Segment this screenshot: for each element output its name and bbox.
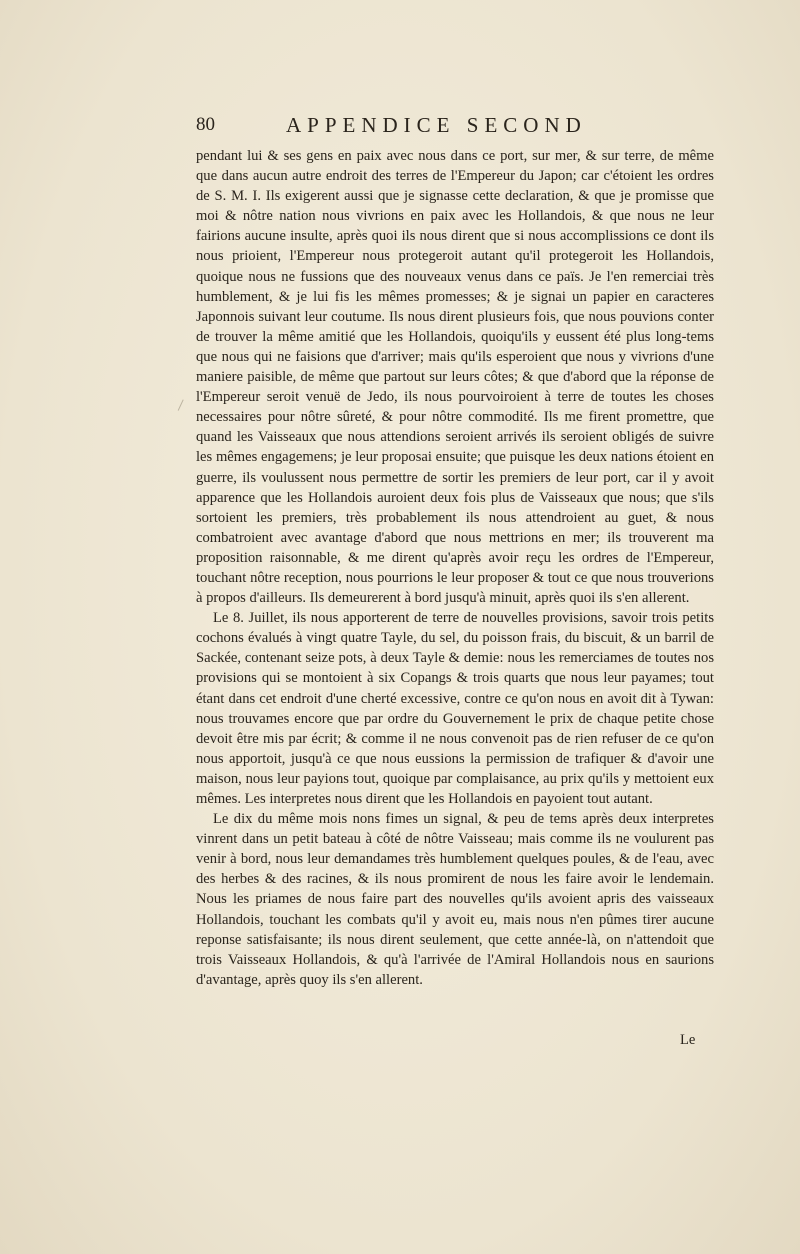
- catchword: Le: [680, 1032, 696, 1048]
- paragraph-1: pendant lui & ses gens en paix avec nous dans ce port, sur mer, & sur terre, de même que dans aucun autre endroit des terres de l'Empereur du Japon; car c'étoient les ordres de S. M. I. Ils exigerent aussi que je signasse cette declaration, & que je promisse que moi & nôtre nation nous vivrions en paix avec les Hollandois, & que nous ne leur fairions aucune insulte, après quoi ils nous dirent que si nous accomplissions ce dont ils nous prioient, l'Empereur nous protegeroit autant qu'il protegeroit les Hollandois, quoique nous ne fussions que des nouveaux venus dans ce païs. Je l'en remerciai très humblement, & je lui fis les mêmes promesses; & je signai un papier en caracteres Japonnois suivant leur coutume. Ils nous dirent plusieurs fois, que nous pouvions conter de trouver la même amitié que les Hollandois, quoiqu'ils y eussent été plus long-tems que nous qui ne faisions que d'arriver; mais qu'ils esperoient que nous y vivrions d'une maniere paisible, de même que partout sur leurs côtes; & que d'abord que la réponse de l'Empereur seroit venuë de Jedo, ils nous pourvoiroient à terre de toutes les choses necessaires pour nôtre sûreté, & pour nôtre commodité. Ils me firent promettre, que quand les Vaisseaux que nous attendions seroient arrivés ils seroient obligés de suivre les mêmes engagemens; je leur proposai ensuite; que puisque les deux nations étoient en guerre, ils voulussent nous permettre de sortir les premiers de leur port, car il y avoit apparence que les Hollandois auroient deux fois plus de Vaisseaux que nous; que s'ils sortoient les premiers, très probablement ils nous attendroient au guet, & nous combatroient avec avantage d'abord que nous mettrions en mer; ils trouverent ma proposition raisonnable, & me dirent qu'après avoir reçu les ordres de l'Empereur, touchant nôtre reception, nous pourrions le leur proposer & tout ce que nous trouverions à propos d'ailleurs. Ils demeurerent à bord jusqu'à minuit, après quoi ils s'en allerent.: [196, 148, 714, 607]
- running-title: APPENDICE SECOND: [286, 113, 587, 137]
- margin-mark: [178, 400, 188, 413]
- paragraph-3: Le dix du même mois nons fimes un signal, & peu de tems après deux interpretes vinrent dans un petit bateau à côté de nôtre Vaisseau; mais comme ils ne voulurent pas venir à bord, nous leur demandames très humblement quelques poules, & de l'eau, avec des herbes & des racines, & ils nous promirent de nous les faire avoir le lendemain. Nous les priames de nous faire part des nouvelles qu'ils avoient apris des vaisseaux Hollandois, touchant les combats qu'il y avoit eu, mais nous n'en pûmes tirer aucune reponse satisfaisante; ils nous dirent seulement, que cette année-là, on n'attendoit que trois Vaisseaux Hollandois, & qu'à l'arrivée de l'Amiral Hollandois nous en saurions d'avantage, après quoy ils s'en allerent.: [196, 811, 714, 988]
- page-number: 80: [196, 114, 215, 135]
- paragraph-2: Le 8. Juillet, ils nous apporterent de terre de nouvelles provisions, savoir trois petits cochons évalués à vingt quatre Tayle, du sel, du poisson frais, du biscuit, & un barril de Sackée, contenant seize pots, à deux Tayle & demie: nous les remerciames de toutes nos provisions qui se montoient à six Copangs & trois quarts que nous leur payames; tout étant dans cet endroit d'une cherté excessive, contre ce qu'on nous en avoit dit à Tywan: nous trouvames encore que par ordre du Gouvernement le prix de chaque petite chose devoit être mis par écrit; & comme il ne nous convenoit pas de rien refuser de ce qu'on nous apportoit, jusqu'à ce que nous eussions la permission de trafiquer & d'avoir une maison, nous leur payions tout, quoique par complaisance, au prix qu'ils y mettoient eux mêmes. Les interpretes nous dirent que les Hollandois en payoient tout autant.: [196, 610, 714, 807]
- running-head: [196, 110, 716, 140]
- body-text: [196, 146, 714, 990]
